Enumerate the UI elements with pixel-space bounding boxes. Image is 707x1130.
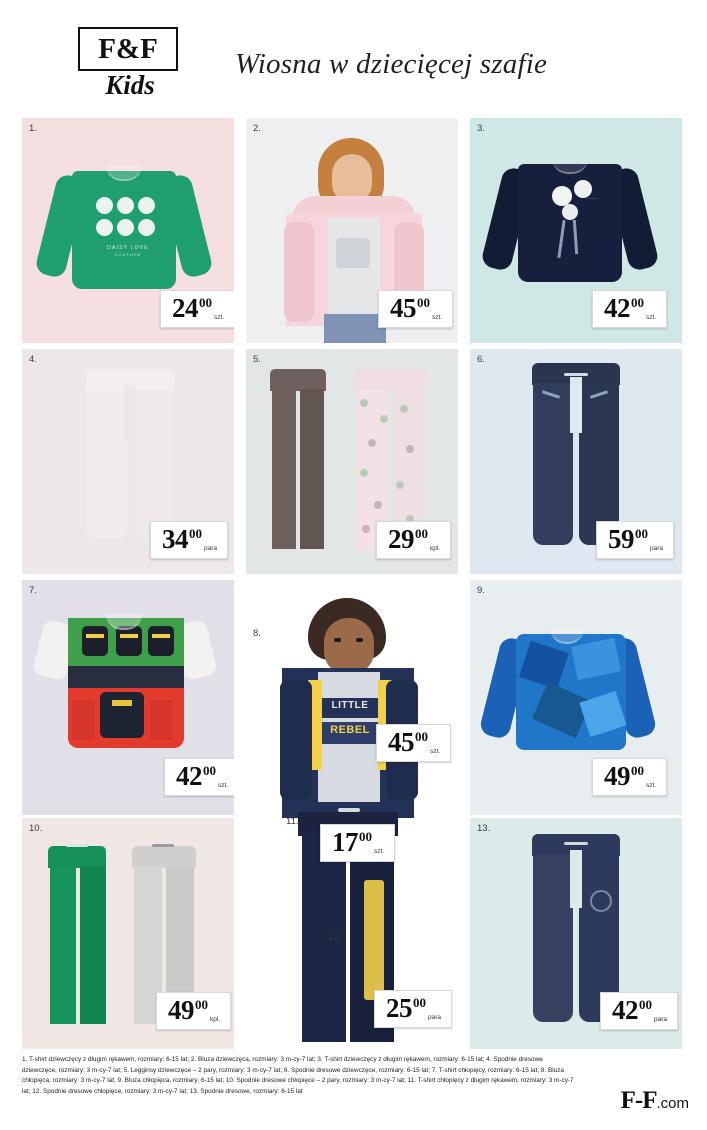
price-tag-9 bbox=[592, 758, 667, 796]
price-frac: 00 bbox=[635, 526, 648, 541]
price-whole: 59 bbox=[608, 524, 634, 554]
price-whole: 42 bbox=[612, 995, 638, 1025]
price-whole: 45 bbox=[390, 293, 416, 323]
product-tile-1[interactable] bbox=[22, 118, 234, 343]
product-image-7 bbox=[38, 604, 218, 772]
price-tag-3 bbox=[592, 290, 667, 328]
product-number-13: 13. bbox=[477, 823, 491, 834]
price-whole: 24 bbox=[172, 293, 198, 323]
price-tag-2 bbox=[378, 290, 453, 328]
price-unit: szt. bbox=[646, 313, 657, 321]
price-unit: szt. bbox=[374, 847, 385, 855]
price-frac: 00 bbox=[199, 295, 212, 310]
hoodie-print-line1: LITTLE bbox=[331, 700, 369, 711]
product-number-10: 10. bbox=[29, 823, 43, 834]
product-number-4: 4. bbox=[29, 354, 37, 365]
price-unit: szt. bbox=[214, 313, 225, 321]
shirt-print-line1: DAISY LOVE bbox=[107, 245, 149, 251]
price-unit: para bbox=[204, 544, 218, 552]
price-frac: 00 bbox=[415, 526, 428, 541]
product-number-8: 8. bbox=[253, 628, 261, 639]
product-image-3: ~~~~~ bbox=[490, 146, 662, 304]
price-unit: kpl. bbox=[210, 1015, 221, 1023]
price-whole: 42 bbox=[176, 761, 202, 791]
price-tag-8 bbox=[376, 724, 451, 762]
shirt-print-line2: COUTURE bbox=[114, 252, 142, 257]
price-frac: 00 bbox=[639, 997, 652, 1012]
price-unit: szt. bbox=[430, 747, 441, 755]
price-frac: 00 bbox=[195, 997, 208, 1012]
price-unit: szt. bbox=[218, 781, 229, 789]
product-image-1 bbox=[44, 153, 212, 308]
price-whole: 34 bbox=[162, 524, 188, 554]
product-image-9 bbox=[488, 618, 664, 778]
price-frac: 00 bbox=[631, 295, 644, 310]
price-whole: 42 bbox=[604, 293, 630, 323]
price-whole: 29 bbox=[388, 524, 414, 554]
price-tag-12 bbox=[374, 990, 452, 1028]
price-tag-13 bbox=[600, 992, 678, 1030]
price-unit: para bbox=[428, 1013, 442, 1021]
price-frac: 00 bbox=[359, 829, 372, 844]
product-tile-7[interactable] bbox=[22, 580, 234, 815]
price-unit: kpl. bbox=[430, 544, 441, 552]
price-tag-11 bbox=[320, 824, 395, 862]
brand-sub-label: Kids bbox=[105, 70, 155, 100]
product-number-5: 5. bbox=[253, 354, 261, 365]
price-tag-4 bbox=[150, 521, 228, 559]
hoodie-print-line2: REBEL bbox=[330, 724, 370, 736]
price-whole: 49 bbox=[168, 995, 194, 1025]
product-number-2: 2. bbox=[253, 123, 261, 134]
product-tile-9[interactable] bbox=[470, 580, 682, 815]
price-whole: 45 bbox=[388, 727, 414, 757]
price-frac: 00 bbox=[415, 729, 428, 744]
product-image-8 bbox=[246, 580, 458, 1050]
price-whole: 49 bbox=[604, 761, 630, 791]
price-unit: szt. bbox=[646, 781, 657, 789]
price-frac: 00 bbox=[413, 995, 426, 1010]
price-frac: 00 bbox=[631, 763, 644, 778]
product-tile-10[interactable] bbox=[22, 818, 234, 1050]
footer-brand-suffix: .com bbox=[656, 1095, 689, 1112]
product-number-7: 7. bbox=[29, 585, 37, 596]
brand-logo-text: F&F bbox=[98, 32, 158, 65]
price-whole: 25 bbox=[386, 993, 412, 1023]
product-number-9: 9. bbox=[477, 585, 485, 596]
product-number-6: 6. bbox=[477, 354, 485, 365]
price-tag-6 bbox=[596, 521, 674, 559]
price-frac: 00 bbox=[203, 763, 216, 778]
footer-brand-text: F-F bbox=[620, 1087, 657, 1114]
price-frac: 00 bbox=[189, 526, 202, 541]
price-whole: 17 bbox=[332, 827, 358, 857]
product-tile-8[interactable] bbox=[246, 580, 458, 1050]
product-number-1: 1. bbox=[29, 123, 37, 134]
page-footer bbox=[0, 1049, 707, 1130]
product-number-11: 11. bbox=[286, 816, 299, 827]
product-number-3: 3. bbox=[477, 123, 485, 134]
price-frac: 00 bbox=[417, 295, 430, 310]
product-number-12: 12. bbox=[328, 932, 342, 943]
price-tag-5 bbox=[376, 521, 451, 559]
product-tile-13[interactable] bbox=[470, 818, 682, 1050]
page-title: Wiosna w dziecięcej szafie bbox=[235, 48, 548, 80]
product-tile-5[interactable] bbox=[246, 349, 458, 574]
legal-text: 1. T-shirt dziewczęcy z długim rękawem, rozmiary: 6-15 lat; 2. Bluza dziewczęca, rozmiary: 3 m-cy-7 lat; 3. T-shirt dziewczęcy z długim rękawem, rozmiary: 6-15 lat; 4. Spodnie dresowe dziewczęce, rozmiary: 3 m-cy-7 lat; 5. Legginsy dziewczęce – 2 pary, rozmiary: 3 m-cy-7 lat; 6. Spodnie dresowe dziewczęce, rozmiary: 6-15 lat; 7. T-shirt chłopięcy, rozmiary: 6-15 lat; 8. Bluza chłopięca, rozmiary: 3 m-cy-7 lat; 9. Bluza chłopięca, rozmiary: 6-15 lat; 10. Spodnie dresowe chłopięce – 2 pary, rozmiary: 3 m-cy-7 lat; 11. T-shirt chłopięcy z długim rękawem, rozmiary: 3 m-cy-7 lat; 12. Spodnie dresowe chłopięce, rozmiary: 3 m-cy-7 lat; 13. Spodnie dresowe, rozmiary: 6-15 lat bbox=[22, 1056, 574, 1095]
footer-brand-logo bbox=[621, 1087, 689, 1115]
product-tile-4[interactable] bbox=[22, 349, 234, 574]
product-tile-2[interactable] bbox=[246, 118, 458, 343]
price-unit: para bbox=[650, 544, 664, 552]
price-unit: szt. bbox=[432, 313, 443, 321]
price-tag-7 bbox=[164, 758, 234, 796]
price-unit: para bbox=[654, 1015, 668, 1023]
product-tile-6[interactable] bbox=[470, 349, 682, 574]
product-tile-3[interactable] bbox=[470, 118, 682, 343]
price-tag-1 bbox=[160, 290, 234, 328]
price-tag-10 bbox=[156, 992, 231, 1030]
